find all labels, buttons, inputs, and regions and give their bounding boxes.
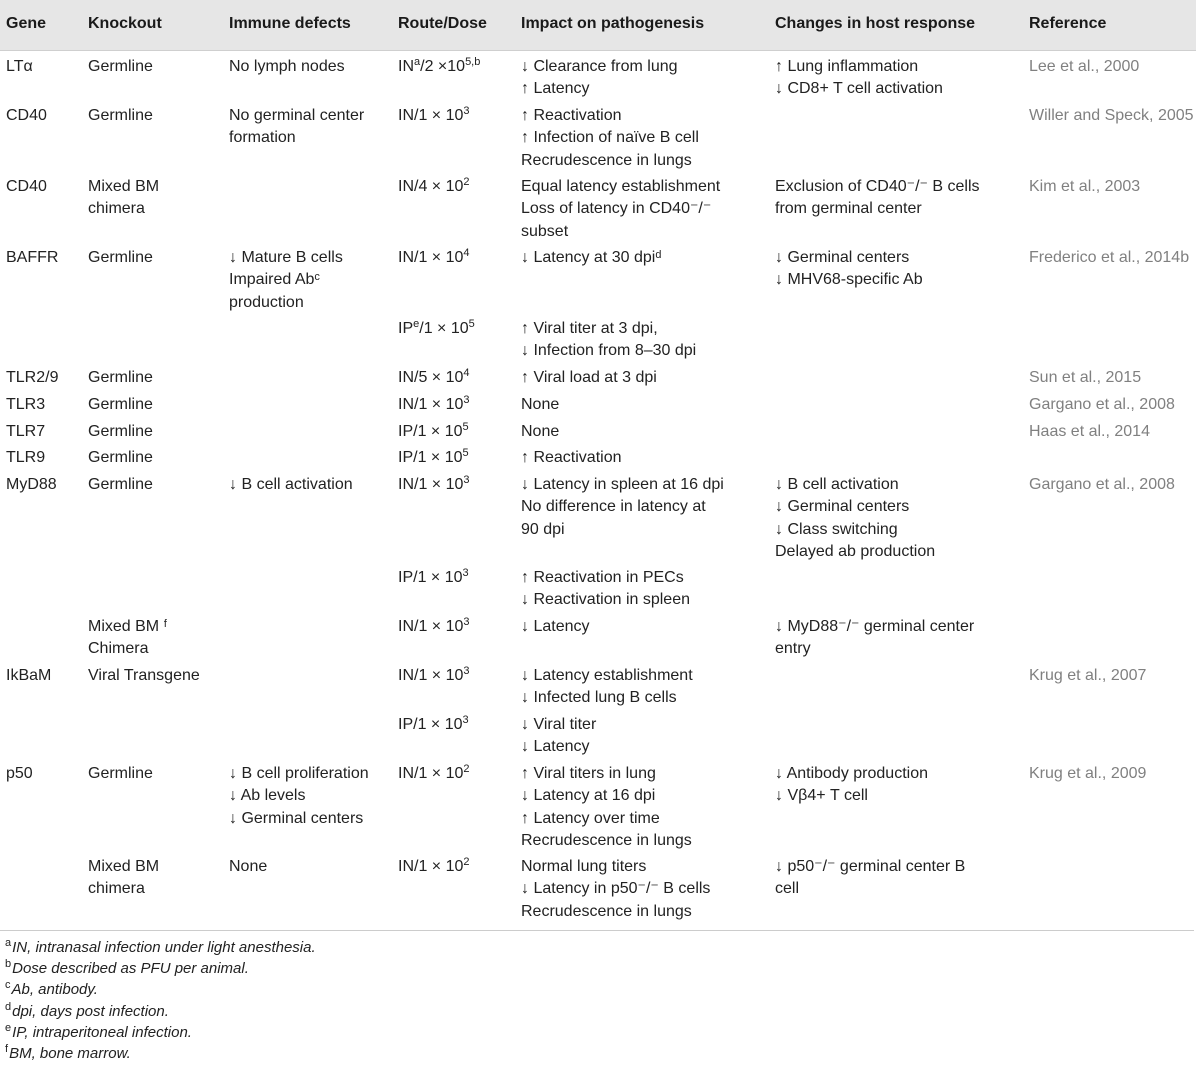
cell-impact: ↑ Latency — [521, 80, 590, 98]
cell-reference: Lee et al., 2000 — [1029, 58, 1140, 75]
cell-route: $IN/5 \times 10^4$ — [398, 367, 470, 386]
cell-route: $IP^e/1 \times 10^5$ — [398, 318, 475, 337]
cell-impact: ↓ Latency — [521, 618, 590, 635]
cell-gene: TLR3 — [6, 396, 46, 413]
footnote-item — [5, 937, 316, 956]
cell-impact: Equal latency establishment — [521, 178, 721, 195]
cell-gene: TLR9 — [6, 449, 46, 466]
footnote-item — [5, 958, 249, 977]
footnote-mark: e — [5, 1021, 12, 1034]
footnote-item — [5, 1043, 131, 1062]
header-gene: Gene — [6, 15, 47, 32]
cell-gene: IkBaM — [6, 667, 52, 684]
header-reference: Reference — [1029, 15, 1107, 32]
cell-impact: ↑ Reactivation — [521, 107, 622, 124]
cell-host: ↓ MyD88⁻/⁻ germinal center — [775, 618, 975, 635]
cell-gene: BAFFR — [6, 249, 59, 266]
cell-immune: ↓ Ab levels — [229, 787, 306, 805]
cell-immune: ↓ Germinal centers — [229, 809, 364, 827]
cell-impact: Loss of latency in CD40⁻/⁻ — [521, 200, 712, 218]
footnote-item — [5, 979, 98, 998]
cell-impact: ↓ Infected lung B cells — [521, 689, 677, 707]
cell-host: ↑ Lung inflammation — [775, 58, 919, 75]
table-header-row — [0, 0, 1196, 51]
cell-knockout: Mixed BM — [88, 858, 160, 875]
cell-host: ↓ CD8+ T cell activation — [775, 80, 943, 98]
header-immune: Immune defects — [229, 15, 351, 32]
cell-immune: ↓ B cell proliferation — [229, 765, 369, 782]
footnote-item — [5, 1022, 192, 1041]
cell-route: $IN/1 \times 10^3$ — [398, 394, 470, 413]
cell-immune: ↓ B cell activation — [229, 476, 353, 493]
cell-route: $IN/1 \times 10^2$ — [398, 856, 470, 875]
cell-route: $IN/1 \times 10^3$ — [398, 665, 470, 684]
cell-reference: Krug et al., 2007 — [1029, 667, 1147, 684]
cell-host: ↓ Germinal centers — [775, 249, 910, 266]
cell-immune: formation — [229, 129, 296, 147]
cell-route: $IN/4 \times 10^2$ — [398, 176, 470, 195]
cell-gene: TLR2/9 — [6, 369, 59, 386]
cell-immune: None — [229, 858, 268, 875]
cell-knockout: Viral Transgene — [88, 667, 200, 684]
cell-route: $IP/1 \times 10^5$ — [398, 447, 469, 466]
cell-knockout: Chimera — [88, 640, 149, 658]
cell-host: from germinal center — [775, 200, 922, 218]
footnote-text: dpi, days post infection. — [12, 1002, 169, 1020]
cell-route: $IP/1 \times 10^3$ — [398, 714, 469, 733]
cell-reference: Kim et al., 2003 — [1029, 178, 1141, 195]
cell-impact: ↓ Latency establishment — [521, 667, 693, 684]
cell-knockout: chimera — [88, 200, 145, 218]
cell-gene: TLR7 — [6, 423, 46, 440]
cell-impact: ↓ Reactivation in spleen — [521, 591, 690, 609]
cell-immune: ↓ Mature B cells — [229, 249, 343, 266]
cell-route: $IN^a/2 \times 10^{5,b}$ — [398, 56, 481, 75]
footnote-mark: d — [5, 1000, 12, 1013]
cell-impact: Recrudescence in lungs — [521, 902, 692, 920]
cell-route: $IP/1 \times 10^3$ — [398, 567, 469, 586]
cell-knockout: Mixed BM ᶠ — [88, 618, 168, 635]
cell-host: ↓ MHV68-specific Ab — [775, 271, 923, 289]
cell-gene: p50 — [6, 765, 33, 782]
cell-knockout: Germline — [88, 765, 153, 782]
cell-impact: ↑ Latency over time — [521, 809, 660, 827]
footnote-item — [5, 1001, 169, 1020]
cell-knockout: Germline — [88, 449, 153, 466]
cell-immune: No germinal center — [229, 107, 365, 124]
cell-impact: ↑ Viral titers in lung — [521, 765, 656, 782]
cell-impact: ↓ Infection from 8–30 dpi — [521, 342, 697, 360]
cell-reference: Gargano et al., 2008 — [1029, 476, 1175, 493]
cell-impact: Normal lung titers — [521, 858, 647, 875]
cell-impact: Recrudescence in lungs — [521, 151, 692, 169]
cell-impact: ↓ Latency — [521, 738, 590, 756]
cell-host: ↓ B cell activation — [775, 476, 899, 493]
cell-gene: MyD88 — [6, 476, 57, 493]
cell-route: $IN/1 \times 10^3$ — [398, 105, 470, 124]
cell-gene: CD40 — [6, 178, 47, 195]
cell-route: $IN/1 \times 10^4$ — [398, 247, 470, 266]
cell-route: $IN/1 \times 10^2$ — [398, 763, 470, 782]
footnote-mark: a — [5, 937, 12, 949]
cell-impact: ↓ Latency at 30 dpiᵈ — [521, 249, 662, 266]
footnote-text: Dose described as PFU per animal. — [12, 960, 249, 978]
header-knockout: Knockout — [88, 15, 162, 32]
cell-host: cell — [775, 880, 800, 898]
cell-knockout: Germline — [88, 107, 153, 124]
cell-impact: ↑ Reactivation — [521, 449, 622, 466]
cell-reference: Krug et al., 2009 — [1029, 765, 1147, 782]
cell-reference: Sun et al., 2015 — [1029, 369, 1142, 386]
cell-impact: ↑ Reactivation in PECs — [521, 569, 684, 586]
header-route: Route/Dose — [398, 15, 487, 32]
cell-impact: ↑ Viral titer at 3 dpi, — [521, 320, 658, 337]
cell-knockout: Germline — [88, 423, 153, 440]
cell-host: ↓ Antibody production — [775, 765, 928, 782]
cell-impact: ↓ Viral titer — [521, 716, 597, 733]
cell-reference: Frederico et al., 2014b — [1029, 249, 1190, 266]
cell-impact: Recrudescence in lungs — [521, 831, 692, 849]
cell-reference: Gargano et al., 2008 — [1029, 396, 1175, 413]
cell-knockout: Germline — [88, 249, 153, 266]
cell-immune: Impaired Abᶜ — [229, 271, 321, 289]
footnote-mark: b — [5, 958, 12, 971]
cell-host: ↓ p50⁻/⁻ germinal center B — [775, 858, 966, 875]
cell-impact: No difference in latency at — [521, 498, 706, 516]
cell-knockout: Germline — [88, 369, 153, 386]
cell-knockout: Germline — [88, 476, 153, 493]
cell-host: Exclusion of CD40⁻/⁻ B cells — [775, 178, 980, 195]
footnote-mark: c — [5, 979, 11, 992]
cell-impact: None — [521, 423, 560, 440]
cell-route: $IP/1 \times 10^5$ — [398, 421, 469, 440]
table-bottom-rule — [0, 930, 1194, 931]
cell-knockout: Germline — [88, 396, 153, 413]
cell-knockout: chimera — [88, 880, 145, 898]
cell-host: ↓ Vβ4+ T cell — [775, 787, 868, 805]
cell-knockout: Mixed BM — [88, 178, 160, 195]
cell-gene: CD40 — [6, 107, 47, 124]
cell-immune: production — [229, 293, 304, 311]
cell-route: $IN/1 \times 10^3$ — [398, 616, 470, 635]
cell-impact: subset — [521, 222, 569, 240]
cell-reference: Haas et al., 2014 — [1029, 423, 1150, 440]
footnote-mark: f — [5, 1043, 9, 1055]
cell-knockout: Germline — [88, 58, 153, 75]
footnote-text: BM, bone marrow. — [9, 1045, 131, 1062]
cell-gene: LTα — [6, 58, 33, 75]
cell-impact: ↓ Latency in spleen at 16 dpi — [521, 476, 724, 493]
cell-impact: ↓ Latency at 16 dpi — [521, 787, 656, 805]
footnote-text: IP, intraperitoneal infection. — [12, 1023, 192, 1041]
cell-route: $IN/1 \times 10^3$ — [398, 474, 470, 493]
cell-impact: ↑ Viral load at 3 dpi — [521, 369, 657, 386]
cell-impact: 90 dpi — [521, 520, 565, 538]
cell-host: Delayed ab production — [775, 542, 936, 560]
cell-immune: No lymph nodes — [229, 58, 345, 75]
footnote-text: Ab, antibody. — [11, 981, 98, 999]
cell-impact: ↓ Clearance from lung — [521, 58, 678, 75]
cell-impact: ↓ Latency in p50⁻/⁻ B cells — [521, 880, 711, 898]
cell-host: ↓ Class switching — [775, 520, 898, 538]
cell-reference: Willer and Speck, 2005 — [1029, 107, 1194, 124]
cell-host: ↓ Germinal centers — [775, 498, 910, 516]
cell-impact: ↑ Infection of naïve B cell — [521, 129, 699, 147]
footnote-text: IN, intranasal infection under light anesthesia. — [12, 939, 316, 956]
header-impact: Impact on pathogenesis — [521, 15, 705, 32]
cell-host: entry — [775, 640, 811, 658]
header-host: Changes in host response — [775, 15, 976, 32]
cell-impact: None — [521, 396, 560, 413]
